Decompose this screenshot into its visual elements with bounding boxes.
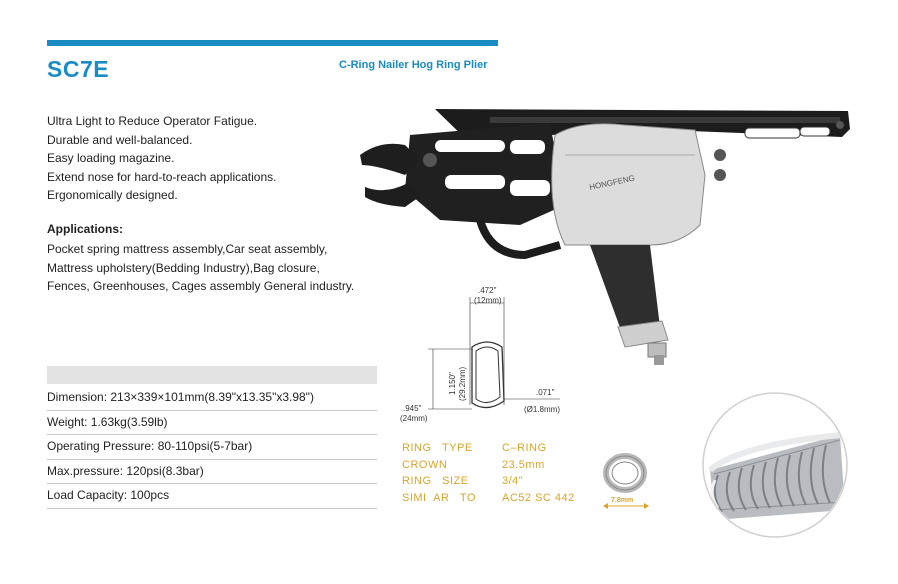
product-subtitle: C-Ring Nailer Hog Ring Plier <box>339 59 488 71</box>
ring-photo <box>600 450 650 500</box>
ring-spec-value: AC52 SC 442 <box>502 491 575 504</box>
ring-spec-row <box>402 475 602 492</box>
ring-depth-mm: (24mm) <box>400 414 428 423</box>
feature-item: Easy loading magazine. <box>47 151 175 165</box>
feature-item: Extend nose for hard-to-reach applications. <box>47 169 277 184</box>
applications-line: Pocket spring mattress assembly,Car seat assembly, <box>47 242 328 256</box>
spec-row-operating-pressure: Operating Pressure: 80-110psi(5-7bar) <box>47 435 377 460</box>
feature-item: Ultra Light to Reduce Operator Fatigue. <box>47 114 258 128</box>
ring-spec-row <box>402 492 602 509</box>
applications-heading: Applications: <box>47 222 124 236</box>
ring-depth-inch: .945" <box>403 404 422 413</box>
spec-row-max-pressure: Max.pressure: 120psi(8.3bar) <box>47 460 377 485</box>
ring-height-mm: (29.2mm) <box>458 366 467 401</box>
ring-spec-key: RING TYPE <box>402 442 473 454</box>
ring-height-inch: 1.150" <box>448 372 457 395</box>
spec-table <box>47 386 377 509</box>
applications-line: Fences, Greenhouses, Cages assembly General industry. <box>47 279 355 293</box>
ring-spec-value: C–RING <box>502 442 547 454</box>
ring-dimension-diagram <box>400 285 590 435</box>
ring-spec-key: SIMI AR TO <box>402 491 476 504</box>
applications-line: Mattress upholstery(Bedding Industry),Bag closure, <box>47 260 320 275</box>
ring-wire-inch: .071" <box>536 388 555 397</box>
ring-width-mm: (12mm) <box>474 296 502 305</box>
ring-width-inch: .472" <box>478 286 497 295</box>
spec-row-dimension: Dimension: 213×339×101mm(8.39"x13.35"x3.98") <box>47 386 377 411</box>
feature-item: Durable and well-balanced. <box>47 132 193 147</box>
feature-item: Ergonomically designed. <box>47 188 178 202</box>
applications-text <box>47 240 354 296</box>
ring-spec-key: CROWN <box>402 458 448 471</box>
brand-label: HONGFENG <box>588 173 636 192</box>
ring-spec-row <box>402 459 602 476</box>
ring-spec-table <box>402 442 602 508</box>
ring-spec-row <box>402 442 602 459</box>
feature-list <box>47 112 276 205</box>
ring-spec-value: 23.5mm <box>502 458 545 471</box>
ring-strip-closeup <box>700 390 850 540</box>
spec-row-weight: Weight: 1.63kg(3.59lb) <box>47 411 377 436</box>
ring-spec-value: 3/4" <box>502 475 524 487</box>
ring-gauge-label: 7.8mm <box>611 497 634 504</box>
spec-row-load-capacity: Load Capacity: 100pcs <box>47 484 377 509</box>
ring-wire-mm: (Ø1.8mm) <box>524 405 560 414</box>
spec-header-band <box>47 366 377 384</box>
header-accent-bar <box>47 40 498 46</box>
ring-spec-key: RING SIZE <box>402 475 469 487</box>
model-title: SC7E <box>47 56 110 82</box>
